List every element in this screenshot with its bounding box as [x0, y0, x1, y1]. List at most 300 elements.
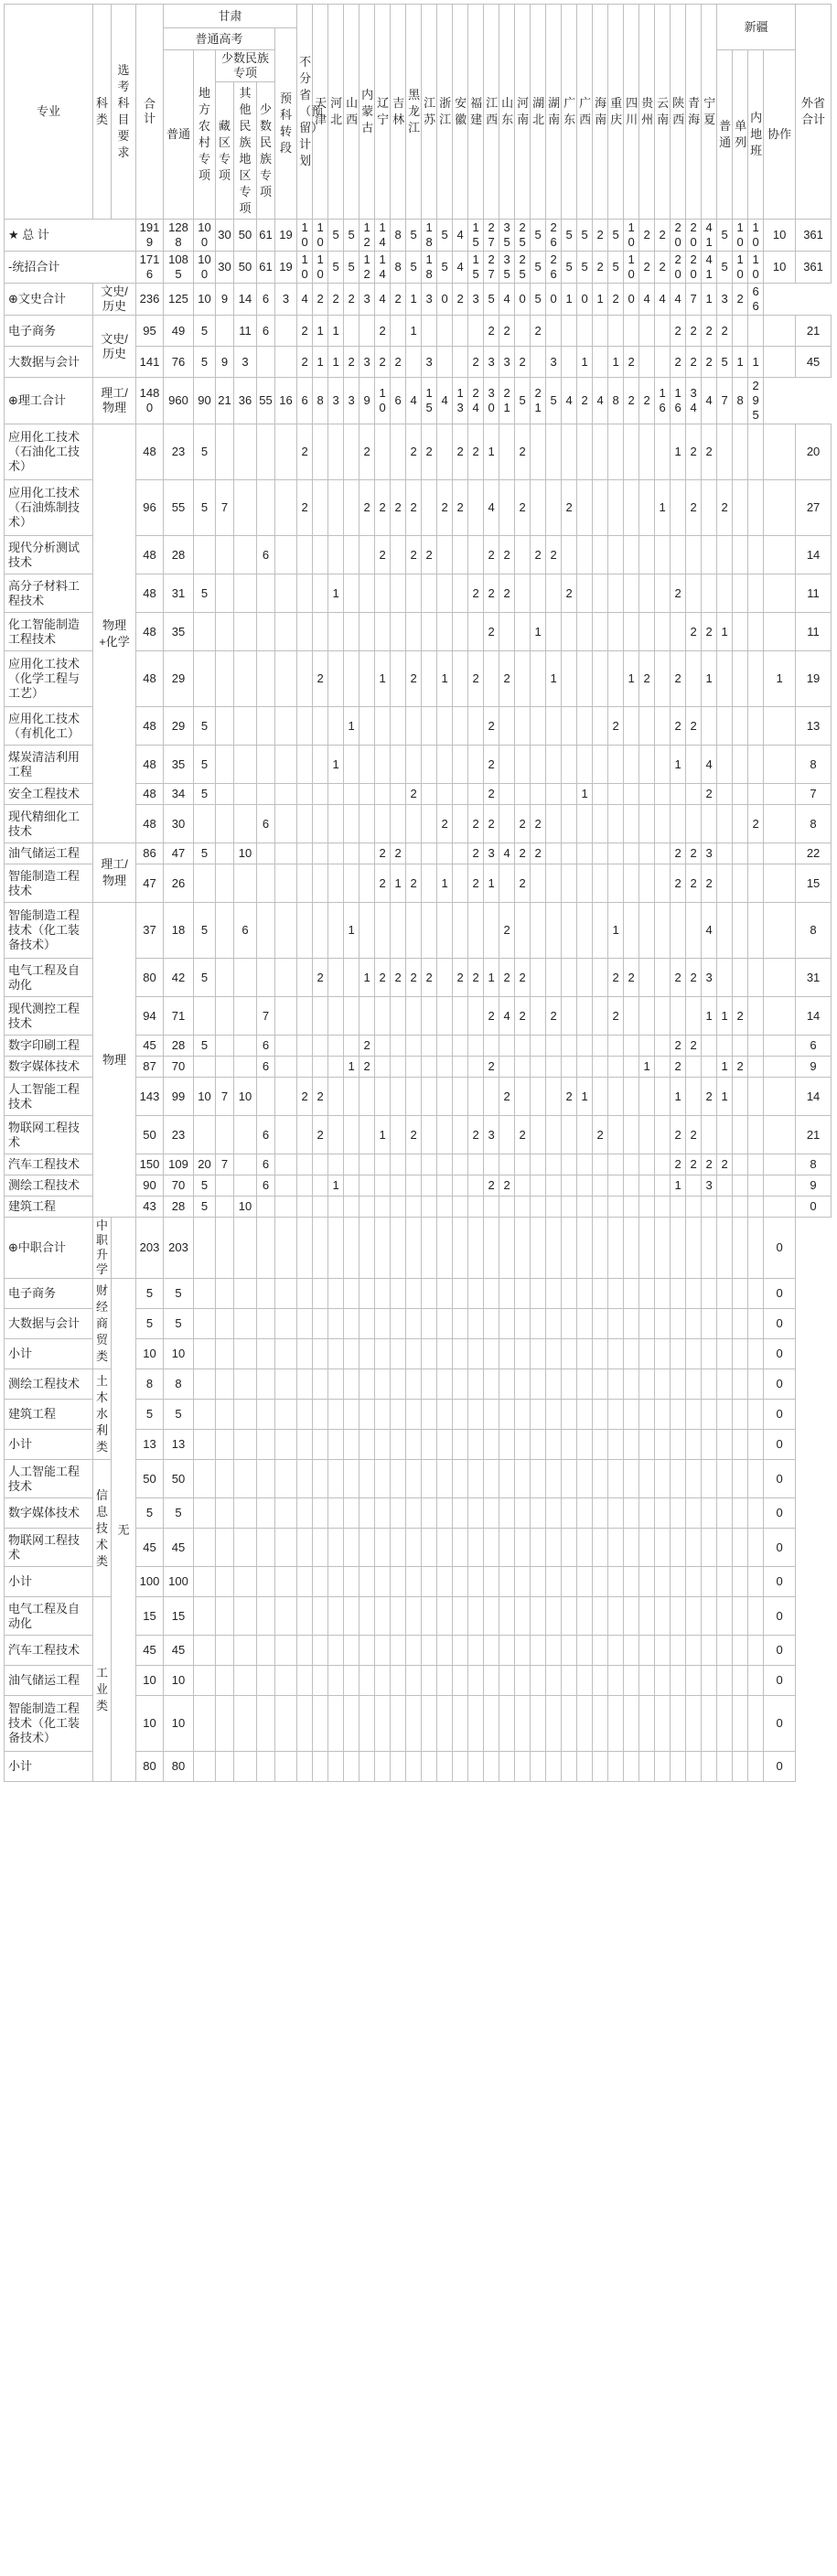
- cell-value: [468, 316, 484, 347]
- cell-value: 5: [328, 252, 344, 284]
- cell-value: [484, 1400, 499, 1430]
- cell-value: [593, 480, 608, 536]
- cell-value: [437, 536, 453, 574]
- cell-value: [639, 1752, 655, 1782]
- header-province: 福建: [468, 5, 484, 220]
- cell-value: [733, 843, 748, 864]
- cell-value: 35: [164, 746, 194, 784]
- cell-value: [313, 864, 328, 903]
- cell-value: [275, 1309, 297, 1339]
- cell-value: [531, 1369, 546, 1400]
- cell-value: 2: [593, 252, 608, 284]
- cell-value: [733, 1460, 748, 1498]
- major-name: 电子商务: [5, 1279, 93, 1309]
- cell-value: [733, 707, 748, 746]
- cell-value: [764, 805, 796, 843]
- cell-value: [671, 1400, 686, 1430]
- cell-value: [275, 1498, 297, 1529]
- cell-value: [194, 1369, 216, 1400]
- cell-value: [639, 1218, 655, 1279]
- cell-value: [655, 746, 671, 784]
- cell-value: [234, 1116, 257, 1154]
- cell-value: [639, 843, 655, 864]
- cell-value: [748, 1197, 764, 1218]
- cell-value: 50: [136, 1116, 164, 1154]
- cell-value: [437, 1116, 453, 1154]
- cell-value: [624, 746, 639, 784]
- cell-value: 13: [453, 378, 468, 424]
- cell-value: [686, 1567, 702, 1597]
- cell-value: [257, 651, 275, 707]
- cell-value: [468, 1175, 484, 1197]
- cell-value: [328, 1197, 344, 1218]
- cell-value: [733, 1752, 748, 1782]
- cell-value: 16: [275, 378, 297, 424]
- table-row: [5, 5, 832, 28]
- cell-value: 6: [257, 316, 275, 347]
- cell-value: [297, 536, 313, 574]
- cell-value: 1: [639, 1057, 655, 1078]
- cell-value: 5: [164, 1309, 194, 1339]
- cell-value: [484, 1279, 499, 1309]
- cell-value: 2: [484, 784, 499, 805]
- cell-value: 2: [468, 959, 484, 997]
- cell-value: [359, 784, 375, 805]
- cell-value: 27: [484, 220, 499, 252]
- major-name: 应用化工技术（化学工程与工艺）: [5, 651, 93, 707]
- cell-value: [499, 1636, 515, 1666]
- cell-value: 295: [748, 378, 764, 424]
- cell-value: 2: [437, 805, 453, 843]
- cell-value: [733, 1078, 748, 1116]
- cell-value: [391, 1567, 406, 1597]
- cell-value: [453, 864, 468, 903]
- cell-value: [297, 959, 313, 997]
- cell-value: 1: [359, 959, 375, 997]
- cell-value: [546, 746, 562, 784]
- row-label: ⊕中职合计: [5, 1218, 93, 1279]
- cell-value: [702, 1460, 717, 1498]
- kelei-wenshi-sub: 文史/历史: [93, 316, 136, 378]
- cell-value: [468, 1369, 484, 1400]
- cell-value: [562, 1369, 577, 1400]
- cell-value: [717, 746, 733, 784]
- cell-value: 2: [562, 480, 577, 536]
- cell-value: [515, 1175, 531, 1197]
- cell-value: 1: [671, 424, 686, 480]
- cell-value: [468, 1036, 484, 1057]
- cell-value: 2: [577, 378, 593, 424]
- cell-value: [764, 480, 796, 536]
- cell-value: [257, 1567, 275, 1597]
- cell-value: [359, 707, 375, 746]
- cell-value: 21: [531, 378, 546, 424]
- cell-value: 2: [484, 1175, 499, 1197]
- cell-value: [437, 1400, 453, 1430]
- cell-value: 45: [136, 1036, 164, 1057]
- cell-value: 2: [391, 284, 406, 316]
- cell-value: [702, 707, 717, 746]
- cell-value: 361: [796, 220, 832, 252]
- cell-value: [624, 1116, 639, 1154]
- cell-value: 10: [234, 1197, 257, 1218]
- cell-value: 2: [608, 284, 624, 316]
- cell-value: [406, 574, 422, 613]
- header-province: 安徽: [453, 5, 468, 220]
- cell-value: [216, 1197, 234, 1218]
- cell-value: [515, 574, 531, 613]
- cell-value: 1: [655, 480, 671, 536]
- cell-value: 2: [702, 864, 717, 903]
- cell-value: 2: [702, 347, 717, 378]
- cell-value: [468, 1078, 484, 1116]
- cell-value: [344, 651, 359, 707]
- cell-value: [275, 480, 297, 536]
- cell-value: [234, 613, 257, 651]
- cell-value: [546, 1529, 562, 1567]
- header-bufen: 不分省（预留）计划: [297, 5, 313, 220]
- cell-value: 2: [468, 843, 484, 864]
- cell-value: [391, 997, 406, 1036]
- cell-value: 3: [359, 347, 375, 378]
- cell-value: [593, 997, 608, 1036]
- cell-value: [313, 746, 328, 784]
- cell-value: [608, 536, 624, 574]
- cell-value: [422, 1567, 437, 1597]
- cell-value: [406, 1666, 422, 1696]
- cell-value: 7: [216, 1078, 234, 1116]
- cell-value: [593, 1197, 608, 1218]
- cell-value: 25: [515, 220, 531, 252]
- major-name: 小计: [5, 1430, 93, 1460]
- cell-value: [422, 903, 437, 959]
- cell-value: 50: [234, 220, 257, 252]
- cell-value: [297, 1309, 313, 1339]
- header-putong: 普通: [164, 50, 194, 220]
- cell-value: [297, 574, 313, 613]
- cell-value: 1: [702, 651, 717, 707]
- cell-value: [717, 1279, 733, 1309]
- cell-value: [275, 1339, 297, 1369]
- cell-value: [422, 1430, 437, 1460]
- cell-value: [437, 1309, 453, 1339]
- cell-value: [234, 574, 257, 613]
- cell-value: [655, 1309, 671, 1339]
- cell-value: 3: [422, 284, 437, 316]
- cell-value: [484, 1597, 499, 1636]
- cell-value: [655, 316, 671, 347]
- cell-value: [359, 651, 375, 707]
- cell-value: 5: [437, 220, 453, 252]
- cell-value: [593, 805, 608, 843]
- cell-value: 2: [702, 316, 717, 347]
- cell-value: [655, 1197, 671, 1218]
- cell-value: [624, 1369, 639, 1400]
- cell-value: [624, 1400, 639, 1430]
- cell-value: 8: [608, 378, 624, 424]
- cell-value: 48: [136, 574, 164, 613]
- cell-value: 48: [136, 707, 164, 746]
- cell-value: [546, 1309, 562, 1339]
- cell-value: [671, 1279, 686, 1309]
- cell-value: [344, 1116, 359, 1154]
- cell-value: [671, 1636, 686, 1666]
- cell-value: [624, 707, 639, 746]
- cell-value: 2: [391, 347, 406, 378]
- cell-value: [624, 536, 639, 574]
- cell-value: [406, 1498, 422, 1529]
- cell-value: [422, 651, 437, 707]
- cell-value: 20: [194, 1154, 216, 1175]
- cell-value: 5: [515, 378, 531, 424]
- cell-value: [655, 1696, 671, 1752]
- cell-value: [531, 959, 546, 997]
- cell-value: [748, 1400, 764, 1430]
- cell-value: [748, 424, 764, 480]
- cell-value: 0: [764, 1218, 796, 1279]
- cell-value: [671, 536, 686, 574]
- cell-value: 2: [359, 424, 375, 480]
- cell-value: [328, 1597, 344, 1636]
- cell-value: [216, 864, 234, 903]
- cell-value: 2: [686, 316, 702, 347]
- cell-value: [733, 1339, 748, 1369]
- cell-value: [375, 784, 391, 805]
- cell-value: [624, 864, 639, 903]
- cell-value: [717, 424, 733, 480]
- cell-value: [359, 1636, 375, 1666]
- cell-value: [531, 1400, 546, 1430]
- cell-value: [406, 1218, 422, 1279]
- cell-value: [391, 707, 406, 746]
- header-province: 内蒙古: [359, 5, 375, 220]
- cell-value: [359, 1597, 375, 1636]
- cell-value: 2: [499, 316, 515, 347]
- cell-value: 19: [275, 220, 297, 252]
- major-name: 建筑工程: [5, 1197, 93, 1218]
- cell-value: 41: [702, 252, 717, 284]
- cell-value: 4: [499, 997, 515, 1036]
- cell-value: [562, 1529, 577, 1567]
- cell-value: [717, 1116, 733, 1154]
- cell-value: [406, 1430, 422, 1460]
- row-label: ★ 总 计: [5, 220, 136, 252]
- cell-value: [328, 536, 344, 574]
- cell-value: [375, 1036, 391, 1057]
- cell-value: [391, 1057, 406, 1078]
- cell-value: 2: [391, 480, 406, 536]
- cell-value: [391, 1400, 406, 1430]
- cell-value: 12: [359, 220, 375, 252]
- cell-value: 2: [453, 424, 468, 480]
- cell-value: [375, 574, 391, 613]
- cell-value: [437, 347, 453, 378]
- cell-value: [748, 1597, 764, 1636]
- cell-value: [313, 1636, 328, 1666]
- header-major: 专业: [5, 5, 93, 220]
- cell-value: [468, 1498, 484, 1529]
- cell-value: [546, 480, 562, 536]
- cell-value: 2: [671, 1057, 686, 1078]
- cell-value: [499, 480, 515, 536]
- cell-value: [344, 316, 359, 347]
- cell-value: [593, 1036, 608, 1057]
- cell-value: [624, 1197, 639, 1218]
- cell-value: [515, 1636, 531, 1666]
- cell-value: [593, 1309, 608, 1339]
- cell-value: [344, 480, 359, 536]
- cell-value: 0: [764, 1529, 796, 1567]
- cell-value: [748, 1057, 764, 1078]
- cell-value: [313, 1154, 328, 1175]
- cell-value: 1: [344, 903, 359, 959]
- cell-value: 1: [764, 651, 796, 707]
- cell-value: [577, 805, 593, 843]
- major-name: 现代测控工程技术: [5, 997, 93, 1036]
- like-group-kelei: 物理+化学: [93, 424, 136, 843]
- cell-value: [577, 1597, 593, 1636]
- cell-value: [562, 613, 577, 651]
- cell-value: [593, 784, 608, 805]
- cell-value: 0: [764, 1339, 796, 1369]
- cell-value: [624, 1529, 639, 1567]
- cell-value: 1: [608, 903, 624, 959]
- cell-value: 15: [468, 252, 484, 284]
- major-name: 智能制造工程技术（化工装备技术）: [5, 903, 93, 959]
- cell-value: [624, 316, 639, 347]
- cell-value: 2: [733, 284, 748, 316]
- cell-value: [748, 1460, 764, 1498]
- cell-value: 2: [453, 284, 468, 316]
- cell-value: [234, 746, 257, 784]
- cell-value: [297, 1036, 313, 1057]
- cell-value: [234, 1666, 257, 1696]
- cell-value: [546, 1078, 562, 1116]
- cell-value: 49: [164, 316, 194, 347]
- cell-value: [257, 903, 275, 959]
- major-name: 数字媒体技术: [5, 1498, 93, 1529]
- cell-value: [639, 1339, 655, 1369]
- cell-value: [531, 1116, 546, 1154]
- major-name: 小计: [5, 1339, 93, 1369]
- cell-value: [639, 707, 655, 746]
- cell-value: [194, 1430, 216, 1460]
- cell-value: [484, 1529, 499, 1567]
- cell-value: [546, 1636, 562, 1666]
- cell-value: [297, 707, 313, 746]
- cell-value: 6: [257, 1175, 275, 1197]
- cell-value: [515, 1567, 531, 1597]
- cell-value: [531, 480, 546, 536]
- cell-value: [702, 536, 717, 574]
- cell-value: [639, 480, 655, 536]
- cell-value: [328, 1279, 344, 1309]
- cell-value: 1: [562, 284, 577, 316]
- cell-value: [655, 1078, 671, 1116]
- cell-value: [313, 1057, 328, 1078]
- cell-value: [437, 1666, 453, 1696]
- cell-value: [702, 1197, 717, 1218]
- cell-value: [562, 1057, 577, 1078]
- cell-value: 18: [422, 220, 437, 252]
- cell-value: [686, 1498, 702, 1529]
- cell-value: [639, 536, 655, 574]
- cell-value: [624, 1078, 639, 1116]
- cell-value: [422, 1696, 437, 1752]
- cell-value: [577, 1197, 593, 1218]
- cell-value: [453, 805, 468, 843]
- cell-value: [257, 613, 275, 651]
- header-require: 选考科目要求: [112, 5, 136, 220]
- cell-value: [234, 1400, 257, 1430]
- cell-value: [375, 1197, 391, 1218]
- major-name: 人工智能工程技术: [5, 1460, 93, 1498]
- cell-value: [328, 424, 344, 480]
- cell-value: [297, 1567, 313, 1597]
- cell-value: 1: [608, 347, 624, 378]
- cell-value: [344, 746, 359, 784]
- cell-value: [717, 1036, 733, 1057]
- cell-value: 30: [216, 252, 234, 284]
- cell-value: 3: [328, 378, 344, 424]
- cell-value: [391, 1696, 406, 1752]
- cell-value: [375, 746, 391, 784]
- cell-value: [216, 1529, 234, 1567]
- cell-value: [515, 1597, 531, 1636]
- cell-value: [577, 1116, 593, 1154]
- cell-value: [257, 1078, 275, 1116]
- cell-value: 2: [422, 424, 437, 480]
- cell-value: [499, 1666, 515, 1696]
- cell-value: 4: [499, 843, 515, 864]
- cell-value: [234, 1460, 257, 1498]
- cell-value: [748, 1116, 764, 1154]
- cell-value: [422, 1154, 437, 1175]
- cell-value: [359, 805, 375, 843]
- cell-value: 90: [194, 378, 216, 424]
- cell-value: [216, 1400, 234, 1430]
- cell-value: 1: [391, 864, 406, 903]
- cell-value: [344, 1339, 359, 1369]
- cell-value: [453, 1400, 468, 1430]
- cell-value: [422, 707, 437, 746]
- cell-value: [484, 1078, 499, 1116]
- cell-value: 21: [216, 378, 234, 424]
- cell-value: [671, 1460, 686, 1498]
- cell-value: [422, 1666, 437, 1696]
- cell-value: [515, 1460, 531, 1498]
- cell-value: [437, 707, 453, 746]
- cell-value: [375, 1175, 391, 1197]
- cell-value: [655, 1666, 671, 1696]
- major-name: 应用化工技术（石油化工技术）: [5, 424, 93, 480]
- cell-value: [468, 613, 484, 651]
- cell-value: 3: [499, 347, 515, 378]
- cell-value: 1: [328, 1175, 344, 1197]
- header-province: 湖南: [546, 5, 562, 220]
- major-name: 煤炭清洁利用工程: [5, 746, 93, 784]
- cell-value: [717, 864, 733, 903]
- cell-value: [748, 746, 764, 784]
- cell-value: 35: [499, 252, 515, 284]
- cell-value: 3: [359, 284, 375, 316]
- cell-value: [422, 1116, 437, 1154]
- cell-value: [453, 1175, 468, 1197]
- table-row: [5, 220, 832, 252]
- header-shaoshu-sub: 少数民族专项: [257, 82, 275, 220]
- cell-value: [422, 1309, 437, 1339]
- cell-value: [422, 1636, 437, 1666]
